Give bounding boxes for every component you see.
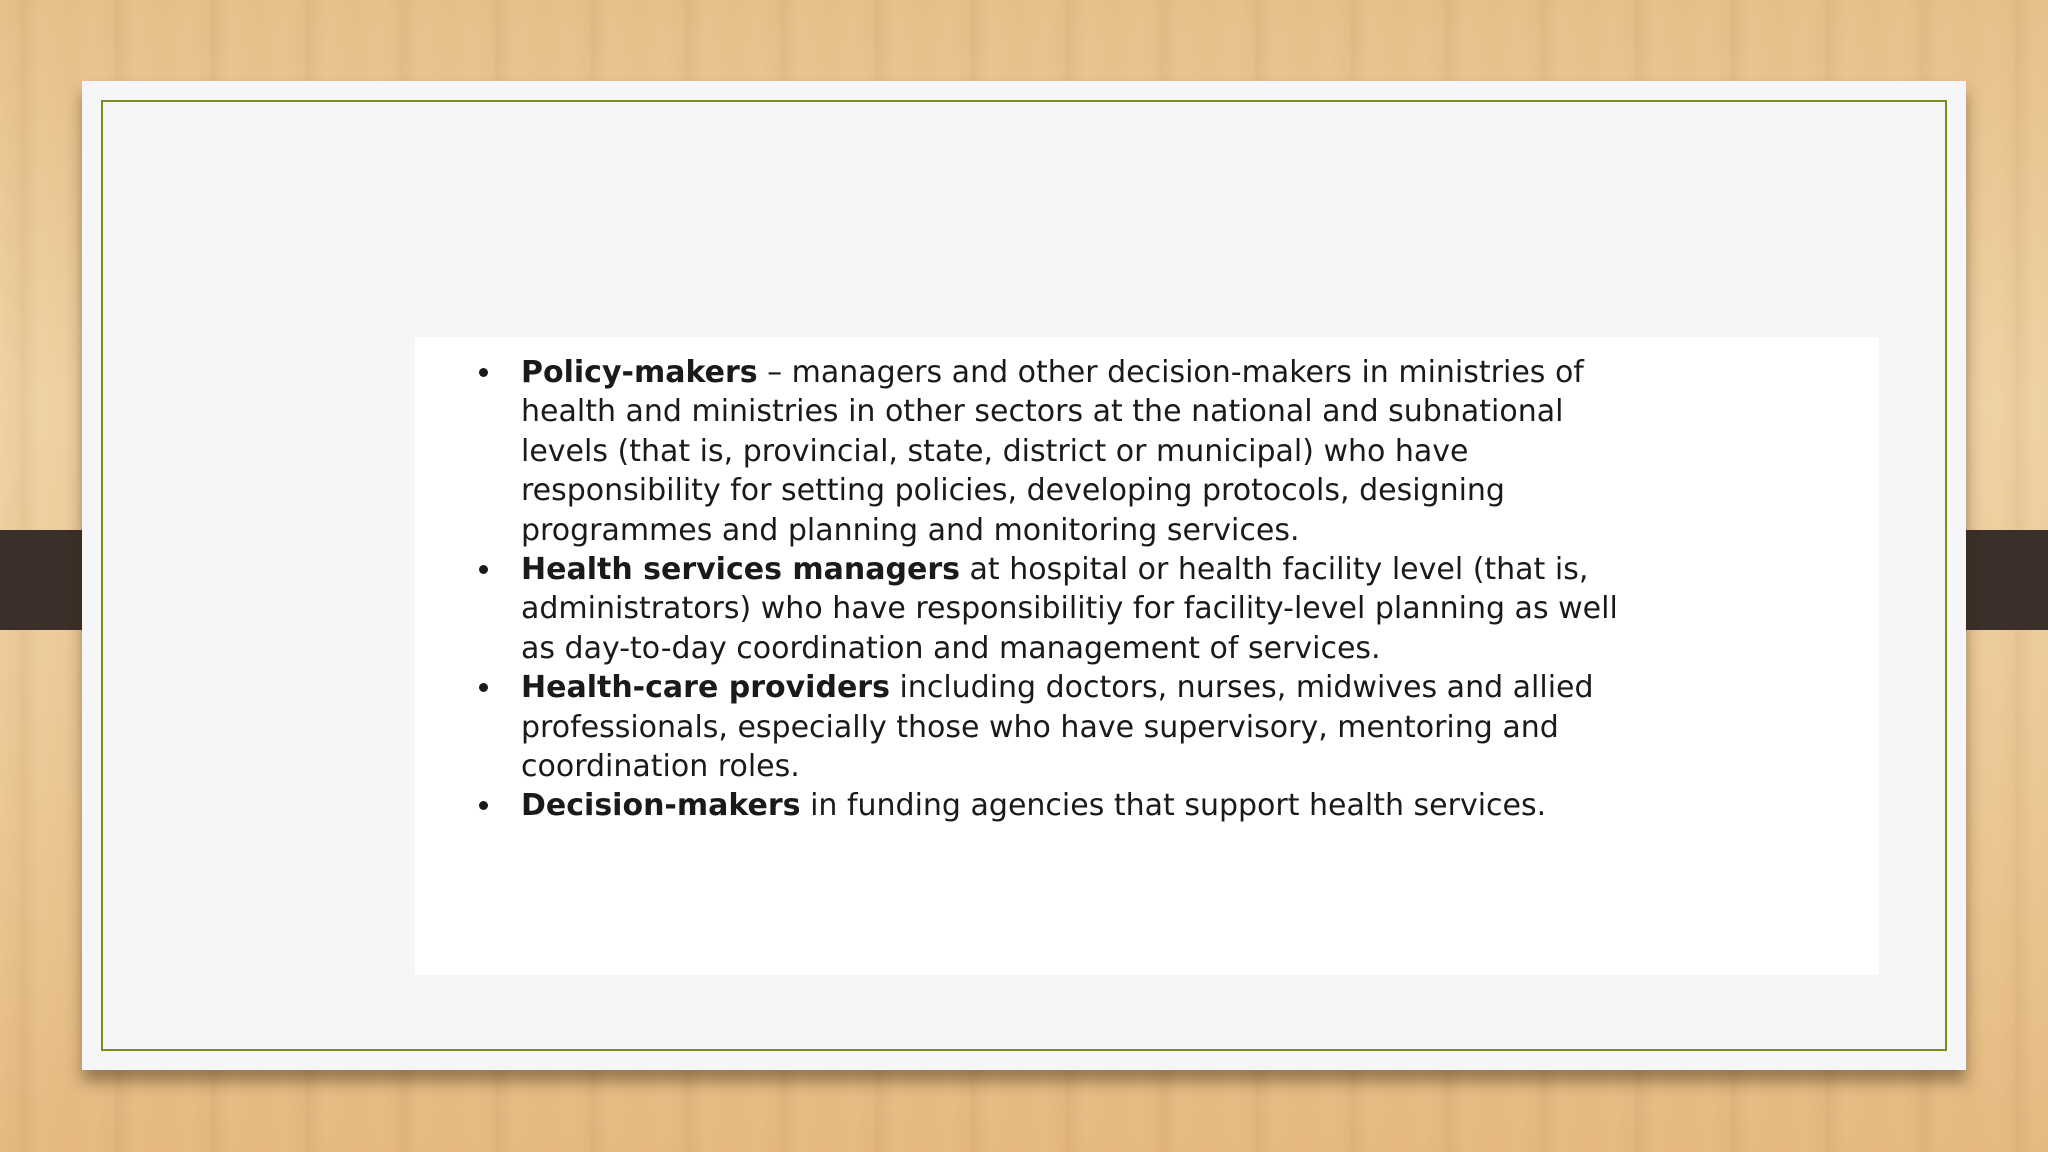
bullet-list — [471, 353, 1631, 826]
bullet-icon — [479, 683, 488, 692]
bullet-term: Decision-makers — [521, 788, 801, 824]
bullet-term: Policy-makers — [521, 355, 758, 390]
bullet-item-policy-makers — [471, 353, 1631, 550]
bullet-term: Health-care providers — [521, 670, 890, 706]
bullet-icon — [479, 368, 488, 377]
bullet-icon — [479, 565, 488, 574]
bullet-item-health-services-managers — [471, 550, 1631, 668]
slide — [82, 81, 1966, 1070]
bullet-text: in funding agencies that support health services. — [800, 788, 1547, 824]
bullet-text: at hospital or health facility level (that is, administrators) who have responsibilitiy for facility-level planning as well as day-to-day coordination and management of services. — [521, 552, 1618, 666]
bullet-term: Health services managers — [521, 552, 960, 588]
bullet-text: including doctors, nurses, midwives and allied professionals, especially those who have supervisory, mentoring and coordination roles. — [521, 670, 1594, 785]
bullet-item-decision-makers — [471, 786, 1631, 825]
content-box — [415, 337, 1879, 975]
bullet-text: – managers and other decision-makers in ministries of health and ministries in other sectors at the national and subnational levels (that is, provincial, state, district or municipal) who have responsibility for setting policies, developing protocols, designing programmes and planning and monitoring services. — [521, 355, 1584, 548]
bullet-item-health-care-providers — [471, 668, 1631, 786]
bullet-icon — [479, 801, 488, 810]
